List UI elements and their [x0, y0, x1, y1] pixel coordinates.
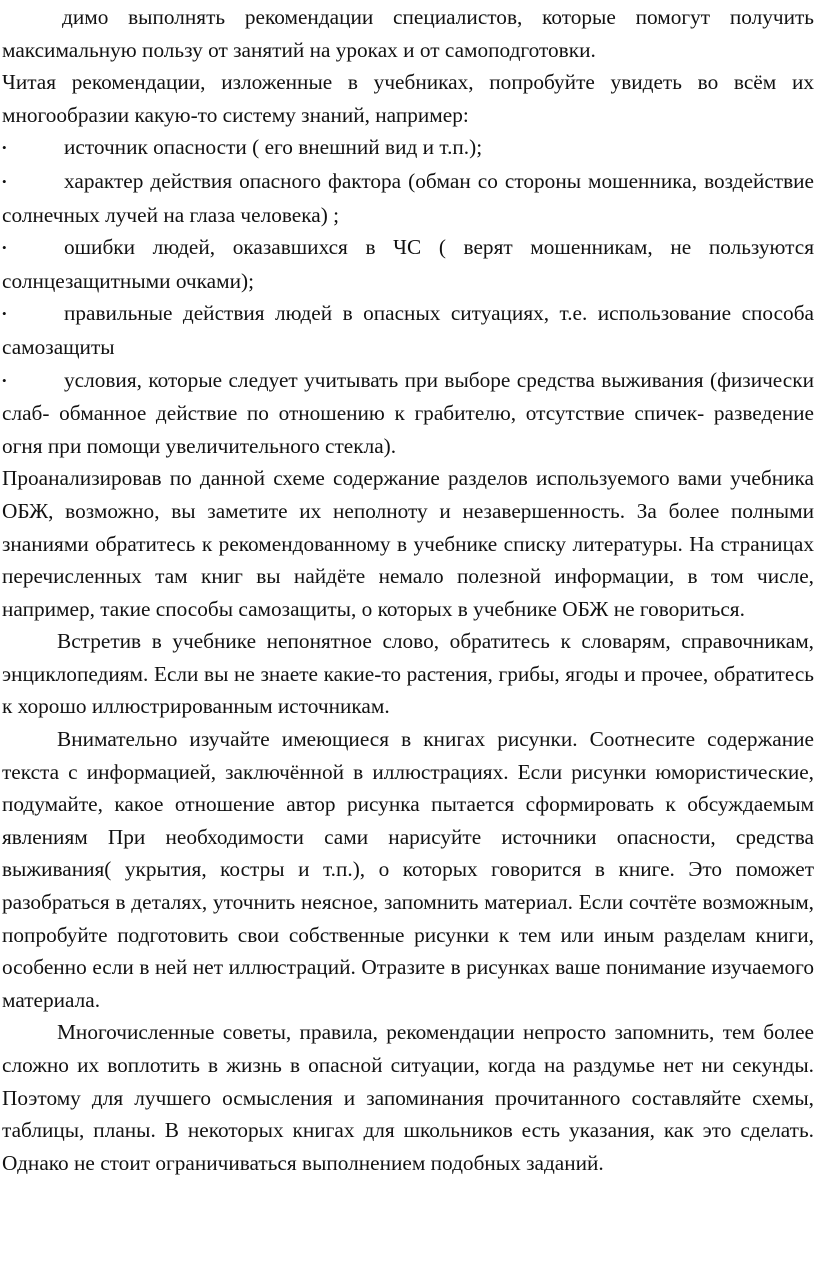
bullet-text: условия, которые следует учитывать при выборе средства выживания (физически слаб- обманное действие по отношению к грабителю, отсутствие спичек- разведение огня при помощи увеличительного стекла).: [2, 367, 814, 458]
bullet-item-1: [2, 131, 814, 165]
bullet-icon: •: [2, 306, 7, 322]
paragraph-continuation: димо выполнять рекомендации специалистов, которые помогут получить максимальную пользу от занятий на уроках и от самоподготовки.: [2, 5, 814, 62]
bullet-icon: •: [2, 240, 7, 256]
paragraph-schemes: Многочисленные советы, правила, рекомендации непросто запомнить, тем более сложно их воплотить в жизнь в опасной ситуации, когда на раздумье нет ни секунды. Поэтому для лучшего осмысления и запоминания прочитанного составляйте схемы, таблицы, планы. В некоторых книгах для школьников есть указания, как это сделать. Однако не стоит ограничиваться выполнением подобных заданий.: [2, 1020, 814, 1175]
bullet-item-5: [2, 364, 814, 463]
bullet-text: правильные действия людей в опасных ситуациях, т.е. использование способа самозащиты: [2, 301, 814, 359]
bullet-text: характер действия опасного фактора (обман со стороны мошенника, воздействие солнечных лучей на глаза человека) ;: [2, 168, 814, 227]
bullet-text: источник опасности ( его внешний вид и т.п.);: [64, 135, 483, 160]
bullet-icon: •: [2, 372, 7, 388]
paragraph-illustrations: Внимательно изучайте имеющиеся в книгах рисунки. Соотнесите содержание текста с информацией, заключённой в иллюстрациях. Если рисунки юмористические, подумайте, какое отношение автор рисунка пытается сформировать к обсуждаемым явлениям При необходимости сами нарисуйте источники опасности, средства выживания( укрытия, костры и т.п.), о которых говорится в книге. Это поможет разобраться в деталях, уточнить неясное, запомнить материал. Если сочтёте возможным, попробуйте подготовить свои собственные рисунки к тем или иным разделам книги, особенно если в ней нет иллюстраций. Отразите в рисунках ваше понимание изучаемого материала.: [2, 727, 814, 1012]
bullet-icon: •: [2, 140, 7, 156]
bullet-icon: •: [2, 173, 7, 189]
bullet-item-3: [2, 231, 814, 297]
bullet-item-2: [2, 165, 814, 231]
paragraph-intro: Читая рекомендации, изложенные в учебниках, попробуйте увидеть во всём их многообразии какую-то систему знаний, например:: [2, 70, 814, 127]
bullet-text: ошибки людей, оказавшихся в ЧС ( верят мошенникам, не пользуются солнцезащитными очками);: [2, 235, 814, 293]
paragraph-dictionaries: Встретив в учебнике непонятное слово, обратитесь к словарям, справочникам, энциклопедиям. Если вы не знаете какие-то растения, грибы, ягоды и прочее, обратитесь к хорошо иллюстрированным источникам.: [2, 629, 814, 719]
bullet-item-4: [2, 297, 814, 363]
paragraph-analysis: Проанализировав по данной схеме содержание разделов используемого вами учебника ОБЖ, возможно, вы заметите их неполноту и незавершенность. За более полными знаниями обратитесь к рекомендованному в учебнике списку литературы. На страницах перечисленных там книг вы найдёте немало полезной информации, в том числе, например, такие способы самозащиты, о которых в учебнике ОБЖ не говориться.: [2, 466, 814, 621]
